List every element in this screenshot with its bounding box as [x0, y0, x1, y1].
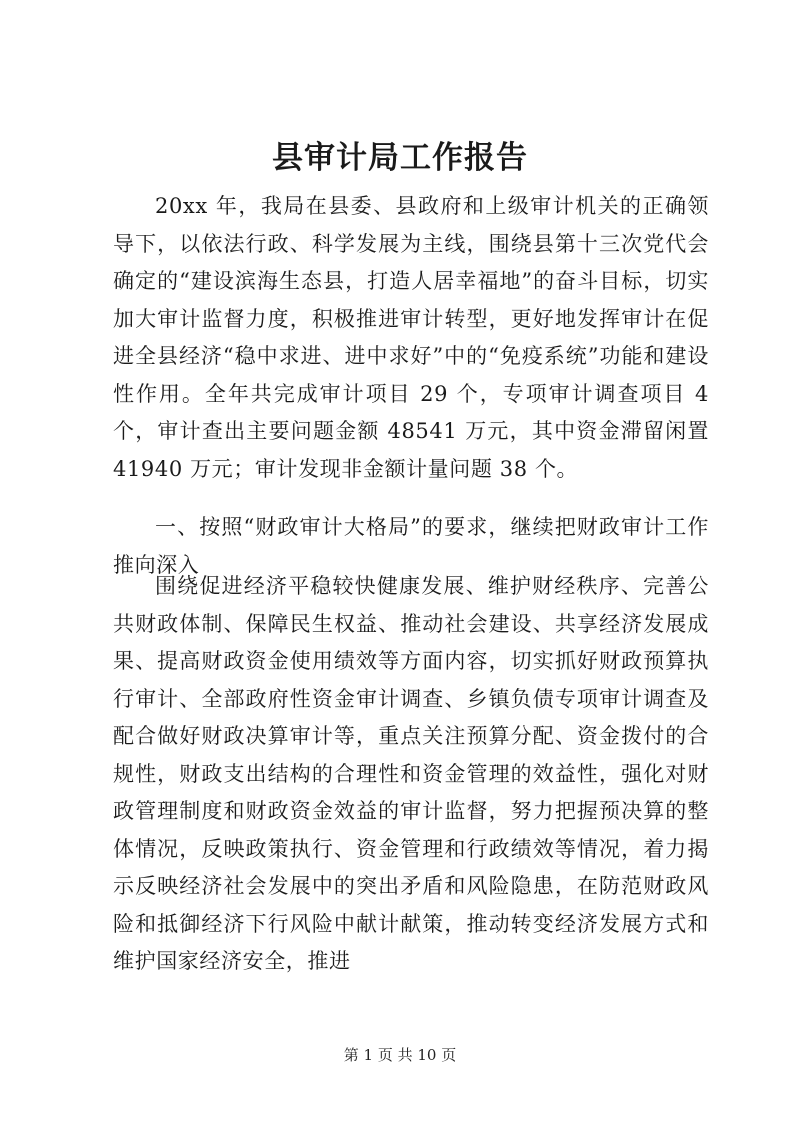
section-heading-text: 一、按照“财政审计大格局”的要求，继续把财政审计工作推向深入 — [113, 515, 709, 577]
body-paragraph-2 — [113, 568, 709, 981]
body-paragraph-1 — [113, 188, 709, 488]
paragraph-text: 20xx 年，我局在县委、县政府和上级审计机关的正确领导下，以依法行政、科学发展为主线，围绕县第十三次党代会确定的“建设滨海生态县，打造人居幸福地”的奋斗目标，切实加大审计监督力度，积极推进审计转型，更好地发挥审计在促进全县经济“稳中求进、进中求好”中的“免疫系统”功能和建设性作用。全年共完成审计项目 29 个，专项审计调查项目 4 个，审计查出主要问题金额 48541 万元，其中资金滞留闲置 41940 万元；审计发现非金额计量问题 38 个。 — [113, 194, 709, 481]
page-footer: 第 1 页 共 10 页 — [343, 1046, 457, 1064]
paragraph-text: 围绕促进经济平稳较快健康发展、维护财经秩序、完善公共财政体制、保障民生权益、推动社会建设、共享经济发展成果、提高财政资金使用绩效等方面内容，切实抓好财政预算执行审计、全部政府性资金审计调查、乡镇负债专项审计调查及配合做好财政决算审计等，重点关注预算分配、资金拨付的合规性，财政支出结构的合理性和资金管理的效益性，强化对财政管理制度和财政资金效益的审计监督，努力把握预决算的整体情况，反映政策执行、资金管理和行政绩效等情况，着力揭示反映经济社会发展中的突出矛盾和风险隐患，在防范财政风险和抵御经济下行风险中献计献策，推动转变经济发展方式和维护国家经济安全，推进 — [113, 574, 709, 973]
document-title: 县审计局工作报告 — [272, 140, 528, 176]
